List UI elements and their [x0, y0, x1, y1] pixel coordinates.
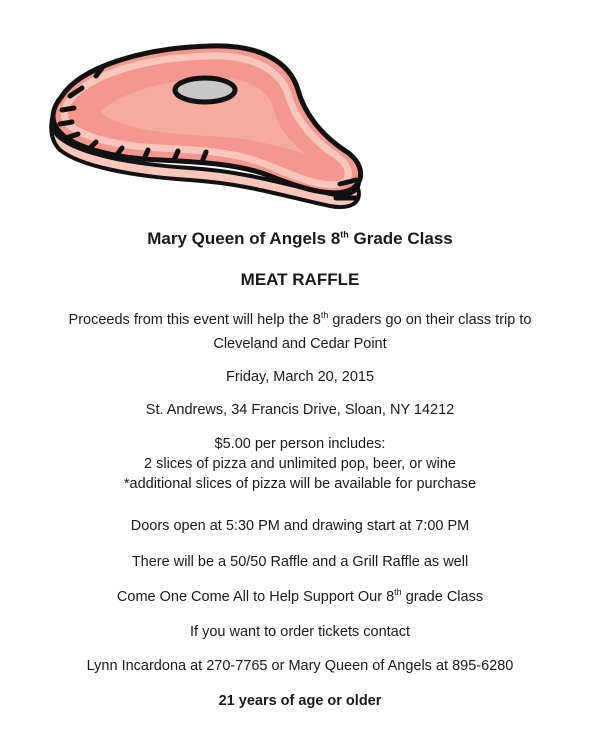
steak-icon [40, 38, 370, 213]
contacts: Lynn Incardona at 270-7765 or Mary Queen of Angels at 895-6280 [86, 658, 514, 674]
proceeds-text: Proceeds from this event will help the 8th graders go on their class trip to Cleveland and Cedar Point [68, 310, 532, 352]
age-requirement: 21 years of age or older [218, 693, 382, 709]
pricing-info: $5.00 per person includes: 2 slices of pizza and unlimited pop, beer, or wine *additional slices of pizza will be available for purchase [123, 436, 477, 492]
bone-icon [175, 78, 235, 102]
raffles-info: There will be a 50/50 Raffle and a Grill Raffle as well [131, 554, 469, 570]
event-name: MEAT RAFFLE [240, 270, 360, 289]
page-title: Mary Queen of Angels 8th Grade Class [147, 229, 453, 248]
tickets-intro: If you want to order tickets contact [189, 624, 411, 640]
support-text: Come One Come All to Help Support Our 8th grade Class [116, 587, 484, 605]
event-date: Friday, March 20, 2015 [225, 369, 375, 385]
event-times: Doors open at 5:30 PM and drawing start at 7:00 PM [130, 518, 470, 534]
event-location: St. Andrews, 34 Francis Drive, Sloan, NY 14212 [145, 402, 455, 418]
